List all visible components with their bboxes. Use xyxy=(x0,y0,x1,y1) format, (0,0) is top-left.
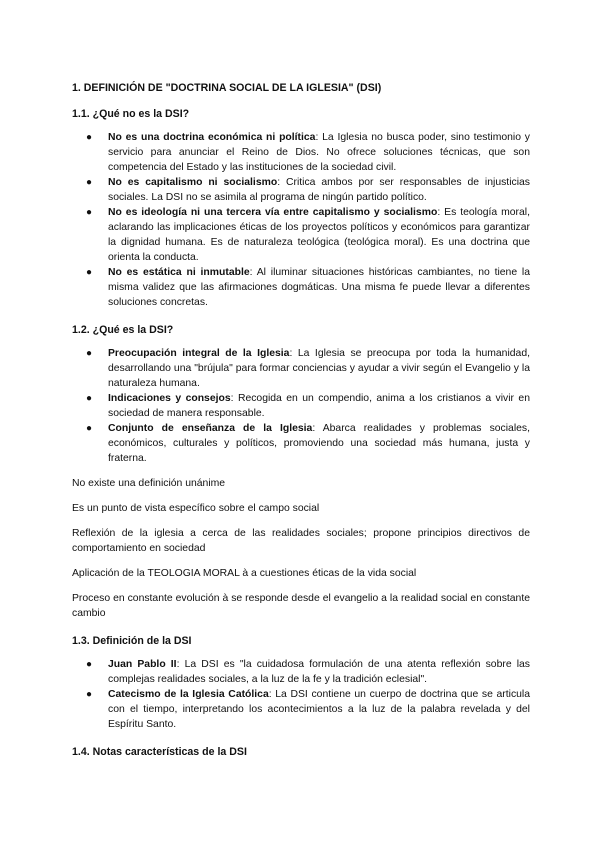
list-item xyxy=(86,346,530,391)
paragraph: Es un punto de vista específico sobre el campo social xyxy=(72,503,320,514)
item-bold: No es ideología ni una tercera vía entre capitalismo y socialismo xyxy=(108,207,438,218)
item-bold: Juan Pablo II xyxy=(108,659,177,670)
list-que-no-es xyxy=(72,130,530,310)
list-item xyxy=(86,657,531,687)
list-que-es xyxy=(72,346,530,466)
item-text: : Es teología moral, aclarando las implicaciones éticas de los proyectos políticos y económicos para garantizar la dignidad humana. Es de naturaleza teológica (teológica moral). Es una doctrina que orienta la conducta. xyxy=(108,207,530,263)
bullet-icon: ● xyxy=(86,132,93,143)
list-item xyxy=(86,175,530,205)
bullet-icon: ● xyxy=(86,689,93,700)
bullet-icon: ● xyxy=(86,393,93,404)
document-page xyxy=(72,76,530,758)
item-bold: Preocupación integral de la Iglesia xyxy=(108,348,290,359)
section-heading-1-4: 1.4. Notas características de la DSI xyxy=(72,746,247,758)
list-item xyxy=(86,205,530,265)
list-item xyxy=(86,391,530,421)
document-title: 1. DEFINICIÓN DE "DOCTRINA SOCIAL DE LA IGLESIA" (DSI) xyxy=(72,82,382,94)
list-item xyxy=(86,265,530,310)
paragraph: Aplicación de la TEOLOGIA MORAL à a cuestiones éticas de la vida social xyxy=(72,568,417,579)
list-item xyxy=(86,421,530,466)
section-heading-1-1: 1.1. ¿Qué no es la DSI? xyxy=(72,108,190,120)
item-bold: Catecismo de la Iglesia Católica xyxy=(108,689,269,700)
item-text: : La Iglesia se preocupa por toda la humanidad, desarrollando una "brújula" para formar conciencias y ayudar a vivir según el Evangelio y la naturaleza humana. xyxy=(108,348,530,389)
item-text: : La DSI contiene un cuerpo de doctrina que se articula con el tiempo, interpretando los acontecimientos a la luz de la palabra revelada y del Espíritu Santo. xyxy=(108,689,531,730)
item-text: : Abarca realidades y problemas sociales, económicos, culturales y políticos, promoviendo una sociedad más humana, justa y fraterna. xyxy=(108,423,530,464)
section-heading-1-2: 1.2. ¿Qué es la DSI? xyxy=(72,324,174,336)
list-item xyxy=(86,687,531,732)
item-text: : Critica ambos por ser responsables de injusticias sociales. La DSI no se asimila al programa de ningún partido político. xyxy=(108,177,530,203)
item-text: : La Iglesia no busca poder, sino testimonio y servicio para anunciar el Reino de Dios. No ofrece soluciones técnicas, que son competencia del Estado y las instituciones de la sociedad civil. xyxy=(108,132,530,173)
bullet-icon: ● xyxy=(86,659,93,670)
section-heading-1-3: 1.3. Definición de la DSI xyxy=(72,635,192,647)
bullet-icon: ● xyxy=(86,267,93,278)
item-bold: Conjunto de enseñanza de la Iglesia xyxy=(108,423,313,434)
paragraph: Reflexión de la iglesia a cerca de las realidades sociales; propone principios directivos de comportamiento en sociedad xyxy=(72,528,530,554)
bullet-icon: ● xyxy=(86,423,93,434)
bullet-icon: ● xyxy=(86,207,93,218)
list-item xyxy=(86,130,530,175)
item-text: : La DSI es "la cuidadosa formulación de una atenta reflexión sobre las complejas realidades sociales, a la luz de la fe y la tradición eclesial". xyxy=(108,659,531,685)
item-text: : Recogida en un compendio, anima a los cristianos a vivir en sociedad de manera responsable. xyxy=(108,393,530,419)
item-text: : Al iluminar situaciones históricas cambiantes, no tiene la misma validez que las afirmaciones dogmáticas. Una misma fe puede llevar a diferentes soluciones concretas. xyxy=(108,267,530,308)
item-bold: No es estática ni inmutable xyxy=(108,267,250,278)
paragraph: No existe una definición unánime xyxy=(72,478,226,489)
list-definicion xyxy=(72,657,530,732)
paragraph: Proceso en constante evolución à se responde desde el evangelio a la realidad social en constante cambio xyxy=(72,593,530,619)
item-bold: No es una doctrina económica ni política xyxy=(108,132,316,143)
item-bold: Indicaciones y consejos xyxy=(108,393,231,404)
bullet-icon: ● xyxy=(86,177,93,188)
item-bold: No es capitalismo ni socialismo xyxy=(108,177,278,188)
bullet-icon: ● xyxy=(86,348,93,359)
